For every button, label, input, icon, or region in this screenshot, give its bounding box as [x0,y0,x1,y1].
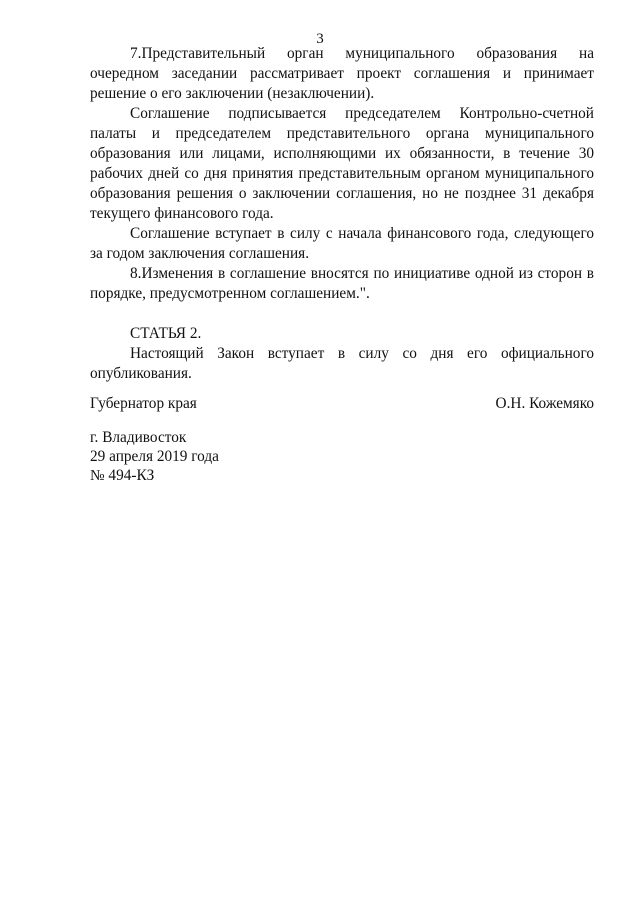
paragraph-signing: Соглашение подписывается председателем Контрольно-счетной палаты и председателем представительного органа муниципального образования или лицами, исполняющими их обязанности, в течение 30 рабочих дней со дня принятия представительным органом муниципального образования решения о заключении соглашения, но не позднее 31 декабря текущего финансового года. [90,105,594,222]
page-number: 3 [316,31,324,47]
article-title: СТАТЬЯ 2. [130,325,202,342]
spacer [90,304,594,324]
signatory-name: О.Н. Кожемяко [495,395,594,412]
date: 29 апреля 2019 года [90,448,219,465]
place-date-block [90,428,219,485]
document-body [90,44,594,384]
article-text: Настоящий Закон вступает в силу со дня его официального опубликования. [90,345,594,382]
paragraph-item-7: 7.Представительный орган муниципального образования на очередном заседании рассматривает проект соглашения и принимает решение о его заключении (незаключении). [90,45,594,102]
city: г. Владивосток [90,429,187,446]
law-number: № 494-КЗ [90,467,155,484]
signature-row [90,394,594,414]
signatory-position: Губернатор края [90,395,197,412]
paragraph-effective: Соглашение вступает в силу с начала финансового года, следующего за годом заключения соглашения. [90,225,594,262]
paragraph-item-8: 8.Изменения в соглашение вносятся по инициативе одной из сторон в порядке, предусмотренном соглашением.". [90,265,594,302]
